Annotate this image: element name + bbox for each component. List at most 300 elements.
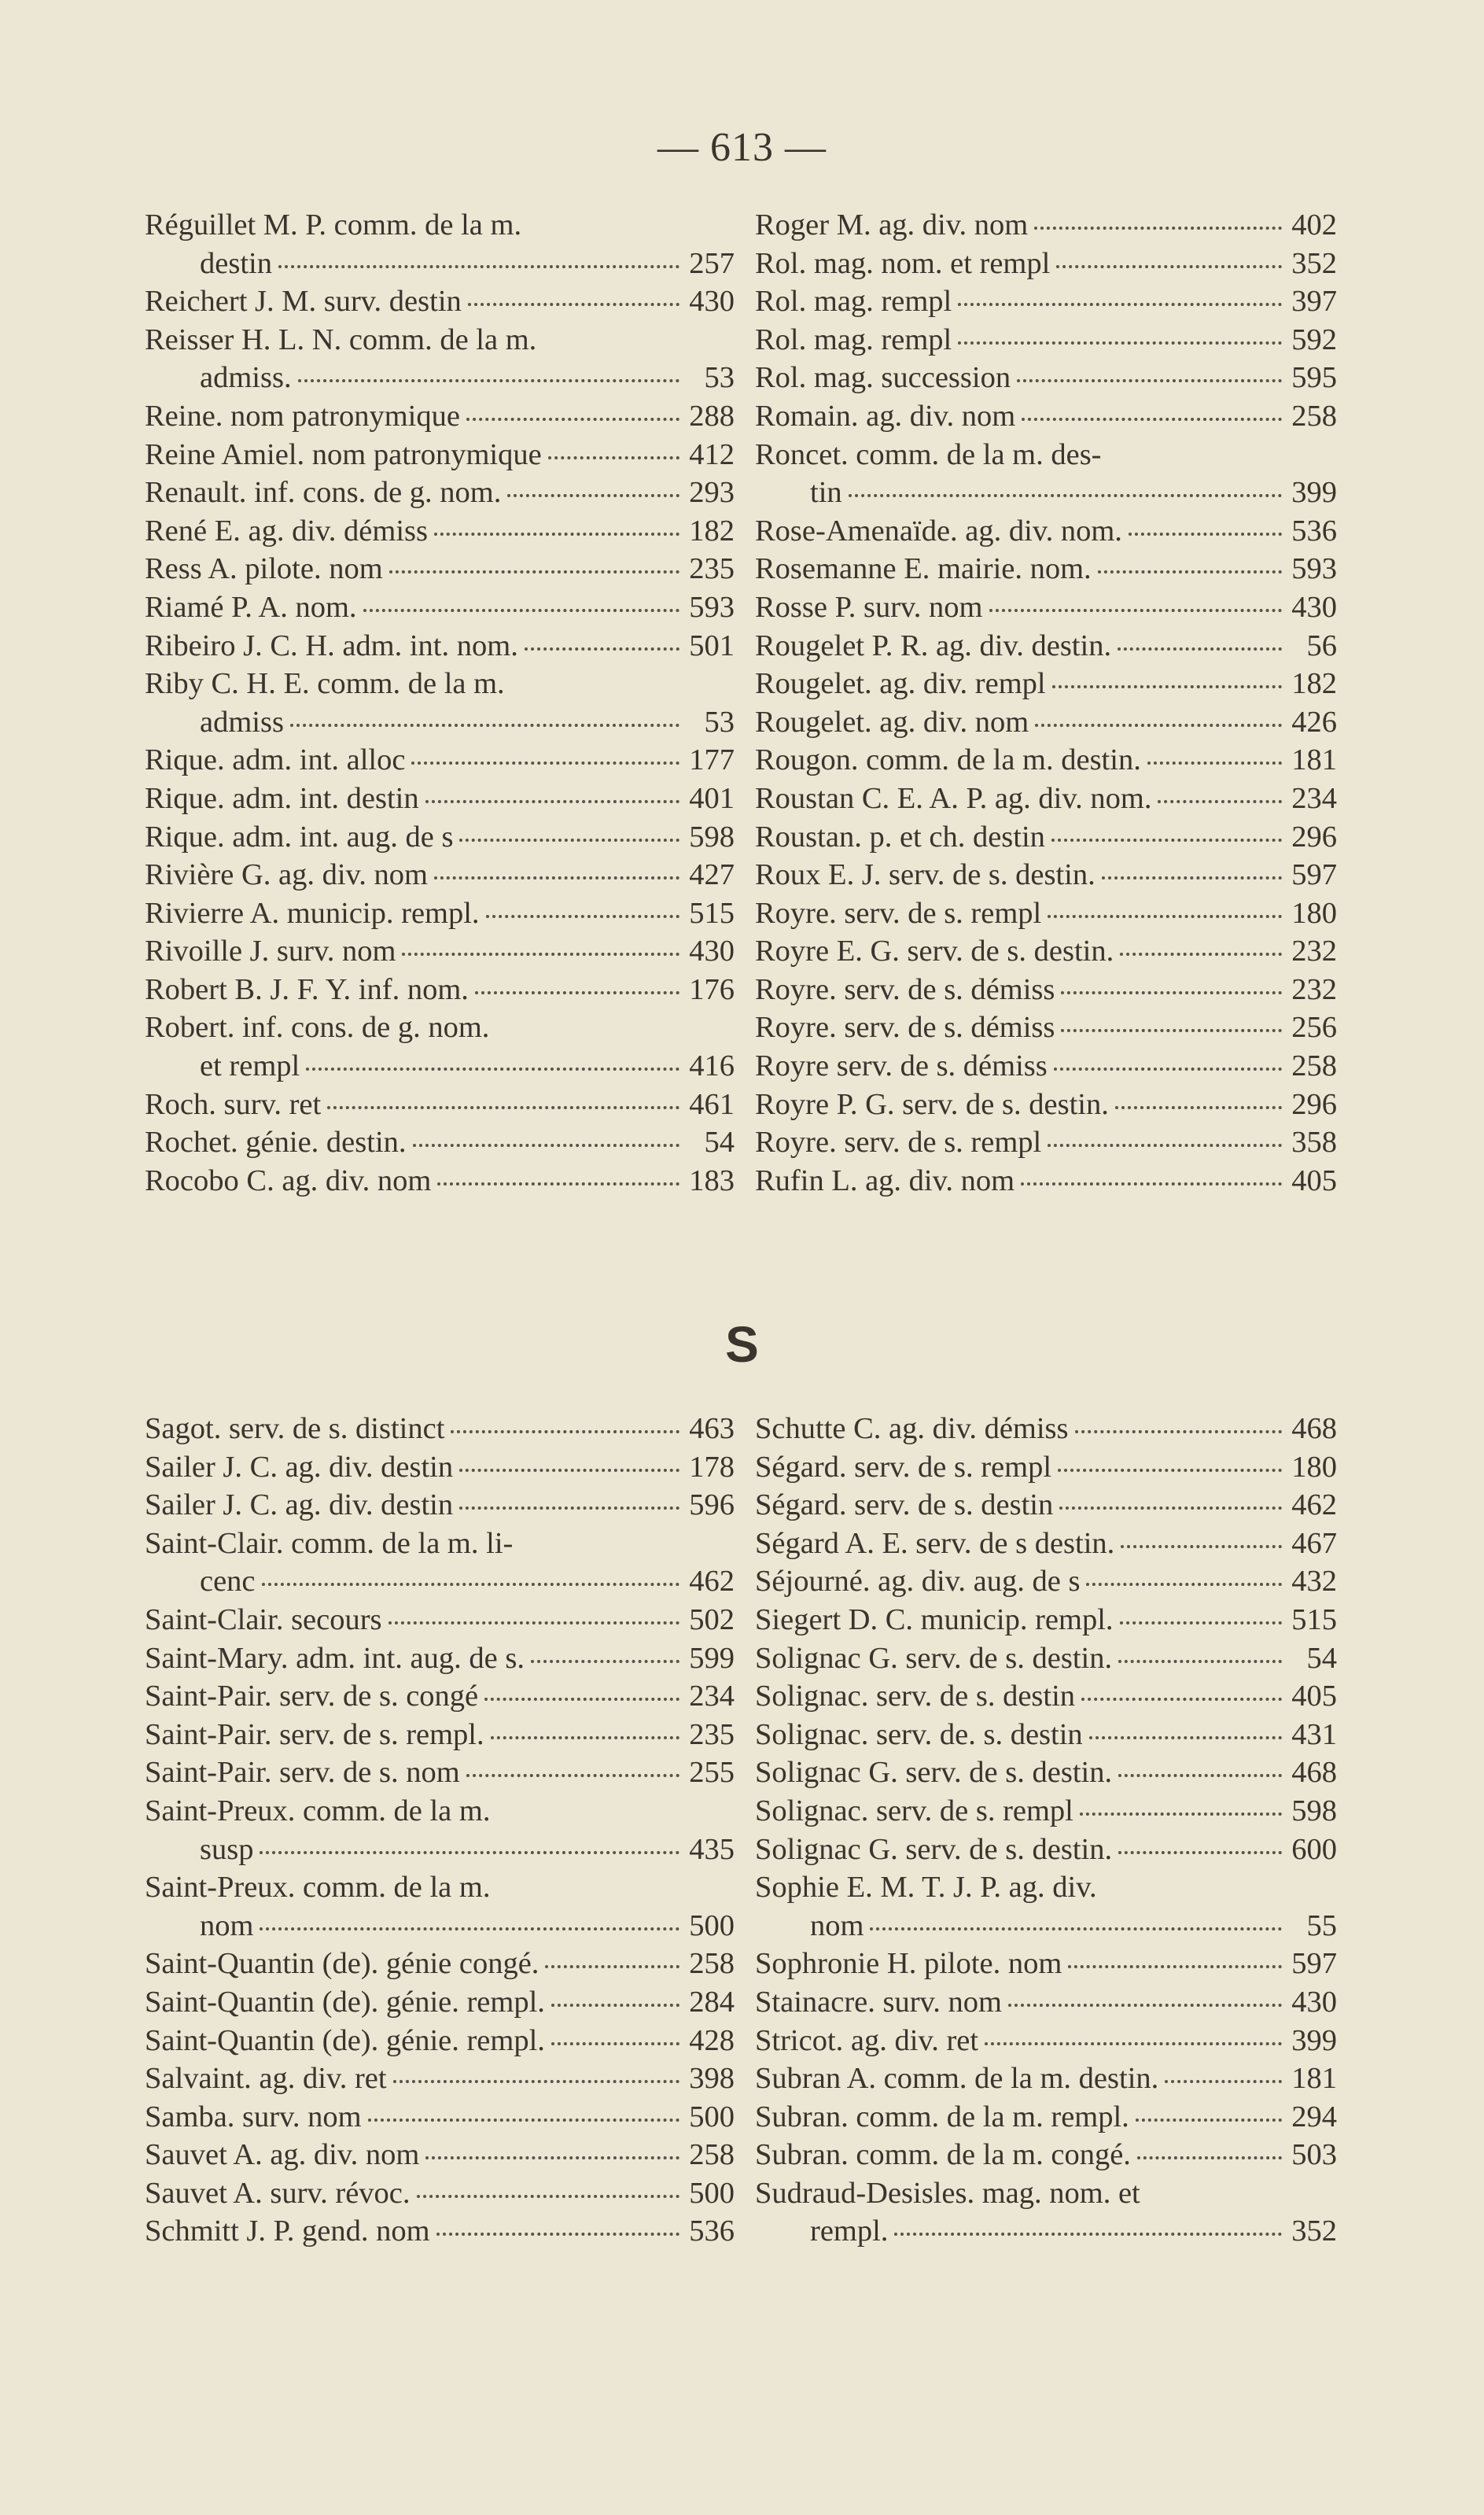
index-entry (755, 1677, 1337, 1716)
page-reference: 54 (1306, 1641, 1337, 1675)
entry-text: Rocobo C. ag. div. nom (145, 1163, 432, 1197)
entry-text: Rol. mag. succession (755, 361, 1011, 395)
entry-text: Reichert J. M. surv. destin (145, 285, 462, 319)
index-entry (755, 2022, 1337, 2060)
page-reference: 257 (689, 246, 735, 280)
index-entry (145, 627, 735, 666)
page-reference: 255 (689, 1756, 735, 1790)
page-reference: 55 (1306, 1908, 1337, 1942)
page-reference: 468 (1291, 1412, 1337, 1445)
page-reference: 256 (1291, 1011, 1337, 1045)
page-reference: 235 (689, 552, 735, 586)
dot-leader (1121, 1545, 1282, 1548)
dot-leader (551, 2004, 679, 2007)
index-entry (145, 780, 735, 818)
index-entry (755, 703, 1337, 742)
page-reference: 352 (1291, 2214, 1337, 2248)
dot-leader (1129, 533, 1282, 536)
entry-text: Ribeiro J. C. H. adm. int. nom. (145, 629, 518, 662)
dot-leader (484, 1698, 679, 1701)
index-column-r-right (755, 206, 1337, 1200)
dot-leader (1061, 1029, 1282, 1032)
index-entry (145, 1410, 735, 1448)
dot-leader (260, 1851, 679, 1854)
entry-text: Subran A. comm. de la m. destin. (755, 2062, 1159, 2096)
entry-text: Royre serv. de s. démiss (755, 1049, 1048, 1083)
entry-text: Solignac G. serv. de s. destin. (755, 1756, 1113, 1790)
page-reference: 293 (689, 476, 735, 510)
index-entry (755, 627, 1337, 666)
dot-leader (466, 418, 679, 421)
entry-text: Rique. adm. int. alloc (145, 743, 406, 777)
index-entry (145, 1525, 735, 1563)
entry-text: Subran. comm. de la m. rempl. (755, 2100, 1129, 2133)
entry-text: admiss. (200, 361, 292, 395)
dot-leader (290, 724, 679, 727)
page-reference: 402 (1291, 208, 1337, 242)
page-reference: 399 (1291, 2023, 1337, 2057)
page-reference: 536 (689, 2214, 735, 2248)
index-column-s-right (755, 1410, 1337, 2251)
entry-text: Rivière G. ag. div. nom (145, 858, 428, 892)
page-reference: 296 (1291, 1087, 1337, 1121)
dot-leader (1118, 1851, 1282, 1854)
dot-leader (1059, 1506, 1282, 1510)
page-reference: 500 (689, 1908, 735, 1942)
entry-text: Roch. surv. ret (145, 1087, 322, 1121)
index-entry (145, 1562, 735, 1601)
entry-text: Saint-Clair. comm. de la m. li- (145, 1526, 514, 1560)
dot-leader (1017, 379, 1282, 382)
index-entry (145, 2212, 735, 2251)
index-entry (145, 588, 735, 627)
dot-leader (1034, 227, 1282, 230)
page-reference: 515 (689, 896, 735, 930)
index-entry (755, 1716, 1337, 1754)
index-entry (755, 1753, 1337, 1792)
dot-leader (262, 1583, 679, 1586)
dot-leader (327, 1106, 679, 1109)
dot-leader (417, 2195, 679, 2198)
entry-text: rempl. (810, 2214, 889, 2248)
dot-leader (1048, 1144, 1282, 1147)
index-entry (145, 856, 735, 894)
page-reference: 536 (1291, 514, 1337, 548)
entry-text: Saint-Clair. secours (145, 1602, 382, 1636)
page-reference: 176 (689, 972, 735, 1006)
entry-text: Ségard A. E. serv. de s destin. (755, 1526, 1115, 1560)
dot-leader (411, 762, 679, 765)
index-entry (755, 894, 1337, 933)
page-reference: 234 (1291, 781, 1337, 815)
dot-leader (1118, 647, 1282, 651)
page-reference: 54 (704, 1126, 735, 1160)
page-reference: 180 (1291, 1450, 1337, 1484)
index-entry (755, 2060, 1337, 2098)
page-reference: 431 (1291, 1717, 1337, 1751)
entry-text: Rivierre A. municip. rempl. (145, 896, 480, 930)
entry-text: Rivoille J. surv. nom (145, 935, 396, 968)
index-entry (145, 1983, 735, 2022)
index-entry (755, 512, 1337, 551)
dot-leader (363, 609, 679, 612)
page-reference: 430 (1291, 1985, 1337, 2019)
dot-leader (1068, 1965, 1282, 1968)
entry-text: Romain. ag. div. nom (755, 399, 1016, 433)
page-reference: 598 (1291, 1794, 1337, 1827)
dot-leader (531, 1660, 679, 1663)
dot-leader (1021, 1182, 1282, 1186)
dot-leader (468, 303, 679, 306)
dot-leader (849, 494, 1282, 497)
entry-text: Rol. mag. rempl (755, 323, 952, 356)
index-entry (145, 245, 735, 283)
dot-leader (1098, 570, 1282, 573)
dot-leader (1052, 685, 1282, 688)
dot-leader (1008, 2004, 1282, 2007)
entry-text: Renault. inf. cons. de g. nom. (145, 476, 502, 510)
index-entry (755, 1831, 1337, 1869)
index-column-r-left (145, 206, 735, 1200)
page-reference: 432 (1291, 1565, 1337, 1599)
index-entry (755, 2212, 1337, 2251)
dot-leader (1102, 876, 1282, 880)
index-entry (755, 1792, 1337, 1831)
dot-leader (1022, 418, 1282, 421)
index-entry (145, 2022, 735, 2060)
page-reference: 235 (689, 1717, 735, 1751)
page-reference: 412 (689, 437, 735, 471)
dot-leader (459, 1469, 679, 1472)
index-entry (145, 1486, 735, 1525)
index-entry (145, 321, 735, 360)
entry-text: Sophronie H. pilote. nom (755, 1947, 1062, 1981)
page-reference: 428 (689, 2023, 735, 2057)
dot-leader (1120, 953, 1282, 956)
page-reference: 461 (689, 1087, 735, 1121)
entry-text: Subran. comm. de la m. congé. (755, 2138, 1131, 2172)
entry-text: Rol. mag. nom. et rempl (755, 246, 1051, 280)
page-reference: 358 (1291, 1126, 1337, 1160)
dot-leader (1054, 1068, 1282, 1071)
index-entry (755, 971, 1337, 1009)
dot-leader (1165, 2080, 1282, 2083)
index-entry (755, 2098, 1337, 2137)
index-entry (755, 1009, 1337, 1047)
entry-text: Sauvet A. ag. div. nom (145, 2138, 420, 2172)
page-reference: 462 (689, 1565, 735, 1599)
entry-text: Reisser H. L. N. comm. de la m. (145, 323, 537, 356)
entry-text: Samba. surv. nom (145, 2100, 362, 2133)
entry-text: Rosse P. surv. nom (755, 590, 983, 624)
page-reference: 56 (1306, 629, 1337, 662)
dot-leader (413, 1144, 679, 1147)
entry-text: Sauvet A. surv. révoc. (145, 2176, 411, 2210)
index-entry (145, 1716, 735, 1754)
page-reference: 181 (1291, 2062, 1337, 2096)
entry-text: Sailer J. C. ag. div. destin (145, 1488, 454, 1522)
index-entry (145, 359, 735, 397)
page-reference: 296 (1291, 820, 1337, 854)
page-reference: 182 (689, 514, 735, 548)
entry-text: Sagot. serv. de s. distinct (145, 1412, 445, 1445)
page-reference: 178 (689, 1450, 735, 1484)
entry-text: Ségard. serv. de s. rempl (755, 1450, 1052, 1484)
page-reference: 467 (1291, 1526, 1337, 1560)
index-entry (755, 780, 1337, 818)
entry-text: René E. ag. div. démiss (145, 514, 428, 548)
entry-text: Rose-Amenaïde. ag. div. nom. (755, 514, 1122, 548)
page-reference: 352 (1291, 246, 1337, 280)
entry-text: Reine. nom patronymique (145, 399, 460, 433)
dot-leader (459, 1506, 679, 1510)
entry-text: Siegert D. C. municip. rempl. (755, 1602, 1114, 1636)
dot-leader (1158, 800, 1282, 803)
entry-text: Roger M. ag. div. nom (755, 208, 1029, 242)
entry-text: Rique. adm. int. destin (145, 781, 419, 815)
dot-leader (1118, 1774, 1282, 1777)
entry-text: nom (200, 1908, 254, 1942)
entry-text: Séjourné. ag. div. aug. de s (755, 1565, 1081, 1599)
entry-text: et rempl (200, 1049, 300, 1083)
entry-text: Royre E. G. serv. de s. destin. (755, 935, 1114, 968)
entry-text: Royre. serv. de s. rempl (755, 1126, 1042, 1160)
index-entry (145, 1677, 735, 1716)
page-reference: 430 (689, 935, 735, 968)
page-reference: 430 (689, 285, 735, 319)
page-reference: 258 (689, 2138, 735, 2172)
index-entry (755, 1562, 1337, 1601)
dot-leader (434, 533, 679, 536)
index-entry (145, 2060, 735, 2098)
index-entry (145, 1868, 735, 1907)
entry-text: Riby C. H. E. comm. de la m. (145, 667, 505, 701)
dot-leader (1118, 1660, 1282, 1663)
index-entry (145, 474, 735, 512)
dot-leader (1136, 2119, 1282, 2122)
page-reference: 258 (689, 1947, 735, 1981)
dot-leader (985, 2042, 1282, 2045)
index-entry (145, 971, 735, 1009)
entry-text: Rougelet. ag. div. nom (755, 705, 1029, 739)
page-reference: 468 (1291, 1756, 1337, 1790)
page-reference: 592 (1291, 323, 1337, 356)
entry-text: Schutte C. ag. div. démiss (755, 1412, 1069, 1445)
index-entry (755, 1945, 1337, 1983)
dot-leader (545, 1965, 679, 1968)
entry-text: Solignac G. serv. de s. destin. (755, 1832, 1113, 1866)
entry-text: Robert B. J. F. Y. inf. nom. (145, 972, 469, 1006)
dot-leader (436, 2233, 679, 2236)
index-entry (145, 1601, 735, 1639)
index-entry (755, 321, 1337, 360)
entry-text: Stricot. ag. div. ret (755, 2023, 979, 2057)
page-reference: 503 (1291, 2138, 1337, 2172)
entry-text: Saint-Pair. serv. de s. rempl. (145, 1717, 484, 1751)
index-entry (145, 1162, 735, 1200)
entry-text: Solignac G. serv. de s. destin. (755, 1641, 1113, 1675)
entry-text: Ress A. pilote. nom (145, 552, 383, 586)
page-reference: 234 (689, 1680, 735, 1713)
page-number: — 613 — (657, 125, 827, 170)
page-reference: 180 (1291, 896, 1337, 930)
dot-leader (459, 839, 679, 842)
index-entry (755, 1639, 1337, 1678)
page-reference: 284 (689, 1985, 735, 2019)
entry-text: Saint-Pair. serv. de s. nom (145, 1756, 460, 1790)
page-reference: 435 (689, 1832, 735, 1866)
page-reference: 183 (689, 1163, 735, 1197)
entry-text: Roux E. J. serv. de s. destin. (755, 858, 1096, 892)
index-entry (145, 741, 735, 780)
entry-text: Roustan. p. et ch. destin (755, 820, 1045, 854)
entry-text: Sudraud-Desisles. mag. nom. et (755, 2176, 1140, 2210)
dot-leader (434, 876, 679, 880)
index-entry (145, 1831, 735, 1869)
dot-leader (548, 456, 679, 459)
page-reference: 463 (689, 1412, 735, 1445)
page-reference: 258 (1291, 1049, 1337, 1083)
index-entry (755, 1448, 1337, 1487)
index-entry (145, 1448, 735, 1487)
entry-text: Rochet. génie. destin. (145, 1126, 407, 1160)
entry-text: Robert. inf. cons. de g. nom. (145, 1011, 490, 1045)
dot-leader (1147, 762, 1282, 765)
entry-text: Stainacre. surv. nom (755, 1985, 1002, 2019)
dot-leader (1081, 1698, 1282, 1701)
page-reference: 294 (1291, 2100, 1337, 2133)
dot-leader (1051, 839, 1282, 842)
entry-text: Solignac. serv. de s. destin (755, 1680, 1076, 1713)
entry-text: Saint-Quantin (de). génie. rempl. (145, 2023, 545, 2057)
dot-leader (306, 1068, 679, 1071)
dot-leader (1048, 915, 1282, 918)
page-reference: 596 (689, 1488, 735, 1522)
entry-text: Schmitt J. P. gend. nom (145, 2214, 430, 2248)
dot-leader (425, 2156, 679, 2159)
index-entry (145, 550, 735, 588)
dot-leader (491, 1736, 679, 1739)
dot-leader (894, 2233, 1282, 2236)
entry-text: Rique. adm. int. aug. de s (145, 820, 454, 854)
dot-leader (368, 2119, 679, 2122)
entry-text: Saint-Pair. serv. de s. congé (145, 1680, 479, 1713)
page-reference: 398 (689, 2062, 735, 2096)
index-entry (145, 894, 735, 933)
dot-leader (486, 915, 679, 918)
entry-text: Rougon. comm. de la m. destin. (755, 743, 1141, 777)
index-entry (145, 1753, 735, 1792)
index-entry (755, 1486, 1337, 1525)
entry-text: admiss (200, 705, 284, 739)
dot-leader (278, 265, 679, 268)
dot-leader (1080, 1812, 1282, 1816)
page-reference: 177 (689, 743, 735, 777)
dot-leader (1115, 1106, 1282, 1109)
entry-text: Saint-Preux. comm. de la m. (145, 1871, 491, 1905)
page-reference: 502 (689, 1602, 735, 1636)
dot-leader (475, 991, 679, 994)
dot-leader (1075, 1430, 1282, 1433)
page-reference: 593 (1291, 552, 1337, 586)
index-entry (755, 932, 1337, 971)
index-entry (755, 550, 1337, 588)
entry-text: Rougelet P. R. ag. div. destin. (755, 629, 1112, 662)
index-entry (755, 2174, 1337, 2213)
entry-text: Reine Amiel. nom patronymique (145, 437, 542, 471)
entry-text: Saint-Quantin (de). génie congé. (145, 1947, 539, 1981)
entry-text: Rougelet. ag. div. rempl (755, 667, 1046, 701)
page-reference: 500 (689, 2100, 735, 2133)
index-entry (755, 1525, 1337, 1563)
index-entry (755, 665, 1337, 703)
entry-text: Royre. serv. de s. démiss (755, 1011, 1055, 1045)
index-entry (145, 206, 735, 245)
index-entry (755, 2136, 1337, 2174)
index-entry (145, 665, 735, 703)
dot-leader (393, 2080, 679, 2083)
dot-leader (1120, 1621, 1282, 1624)
dot-leader (958, 303, 1282, 306)
index-entry (755, 1907, 1337, 1945)
page-reference: 288 (689, 399, 735, 433)
index-entry (755, 1162, 1337, 1200)
entry-text: Sailer J. C. ag. div. destin (145, 1450, 454, 1484)
page-reference: 462 (1291, 1488, 1337, 1522)
page-reference: 597 (1291, 1947, 1337, 1981)
dot-leader (525, 647, 679, 651)
dot-leader (389, 570, 679, 573)
dot-leader (870, 1927, 1282, 1931)
page-reference: 501 (689, 629, 735, 662)
index-entry (145, 1009, 735, 1047)
entry-text: destin (200, 246, 272, 280)
page-reference: 600 (1291, 1832, 1337, 1866)
page-reference: 593 (689, 590, 735, 624)
entry-text: Royre. serv. de s. rempl (755, 896, 1042, 930)
index-entry (145, 1639, 735, 1678)
index-entry (145, 818, 735, 857)
index-entry (145, 1907, 735, 1945)
index-entry (145, 397, 735, 436)
index-column-s-left (145, 1410, 735, 2251)
index-entry (145, 436, 735, 474)
index-entry (145, 1945, 735, 1983)
dot-leader (425, 800, 679, 803)
entry-text: Riamé P. A. nom. (145, 590, 357, 624)
index-entry (755, 588, 1337, 627)
entry-text: susp (200, 1832, 254, 1866)
index-entry (755, 1868, 1337, 1907)
index-entry (755, 1086, 1337, 1124)
entry-text: Royre. serv. de s. démiss (755, 972, 1055, 1006)
page-reference: 430 (1291, 590, 1337, 624)
index-entry (145, 512, 735, 551)
index-entry (145, 932, 735, 971)
index-entry (145, 1123, 735, 1162)
entry-text: Salvaint. ag. div. ret (145, 2062, 387, 2096)
page-reference: 597 (1291, 858, 1337, 892)
index-entry (145, 1792, 735, 1831)
entry-text: Rufin L. ag. div. nom (755, 1163, 1015, 1197)
entry-text: Ségard. serv. de s. destin (755, 1488, 1054, 1522)
dot-leader (466, 1774, 679, 1777)
dot-leader (402, 953, 679, 956)
section-letter: S (725, 1316, 759, 1373)
index-entry (755, 741, 1337, 780)
page-reference: 405 (1291, 1680, 1337, 1713)
index-entry (755, 397, 1337, 436)
